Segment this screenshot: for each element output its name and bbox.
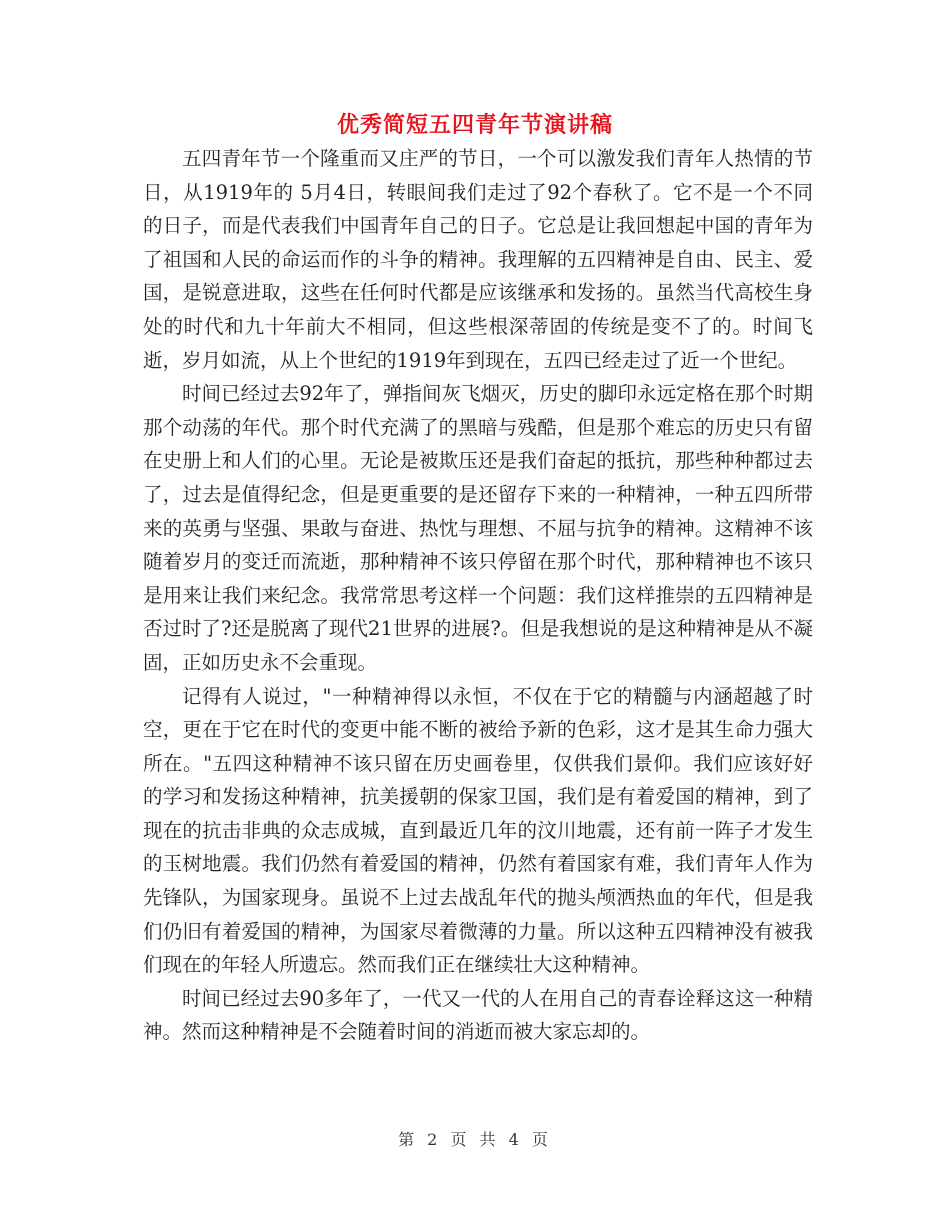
paragraph-4: 时间已经过去90多年了，一代又一代的人在用自己的青春诠释这这一种精神。然而这种精神是不会随着时间的消逝而被大家忘却的。 [143,986,813,1044]
page-title: 优秀简短五四青年节演讲稿 [336,113,613,138]
paragraph-3: 记得有人说过，"一种精神得以永恒，不仅在于它的精髓与内涵超越了时空，更在于它在时代的变更中能不断的被给予新的色彩，这才是其生命力强大所在。"五四这种精神不该只留在历史画卷里，仅供我们景仰。我们应该好好的学习和发扬这种精神，抗美援朝的保家卫国，我们是有着爱国的精神，到了现在的抗击非典的众志成城，直到最近几年的汶川地震，还有前一阵子才发生的玉树地震。我们仍然有着爱国的精神，仍然有着国家有难，我们青年人作为先锋队，为国家现身。虽说不上过去战乱年代的抛头颅洒热血的年代，但是我们仍旧有着爱国的精神，为国家尽着微薄的力量。所以这种五四精神没有被我们现在的年轻人所遗忘。然而我们正在继续壮大这种精神。 [143,684,813,977]
document-body [143,142,813,1049]
paragraph-1: 五四青年节一个隆重而又庄严的节日，一个可以激发我们青年人热情的节日，从1919年的 5月4日，转眼间我们走过了92个春秋了。它不是一个不同的日子，而是代表我们中国青年自己的日子。它总是让我回想起中国的青年为了祖国和人民的命运而作的斗争的精神。我理解的五四精神是自由、民主、爱国，是锐意进取，这些在任何时代都是应该继承和发扬的。虽然当代高校生身处的时代和九十年前大不相同，但这些根深蒂固的传统是变不了的。时间飞逝，岁月如流，从上个世纪的1919年到现在，五四已经走过了近一个世纪。 [143,147,813,372]
page-number-footer: 第 2 页 共 4 页 [398,1130,552,1149]
paragraph-2: 时间已经过去92年了，弹指间灰飞烟灭，历史的脚印永远定格在那个时期那个动荡的年代。那个时代充满了的黑暗与残酷，但是那个难忘的历史只有留在史册上和人们的心里。无论是被欺压还是我们奋起的抵抗，那些种种都过去了，过去是值得纪念，但是更重要的是还留存下来的一种精神，一种五四所带来的英勇与坚强、果敢与奋进、热忱与理想、不屈与抗争的精神。这精神不该随着岁月的变迁而流逝，那种精神不该只停留在那个时代，那种精神也不该只是用来让我们来纪念。我常常思考这样一个问题：我们这样推崇的五四精神是否过时了?还是脱离了现代21世界的进展?。但是我想说的是这种精神是从不凝固，正如历史永不会重现。 [143,382,813,674]
